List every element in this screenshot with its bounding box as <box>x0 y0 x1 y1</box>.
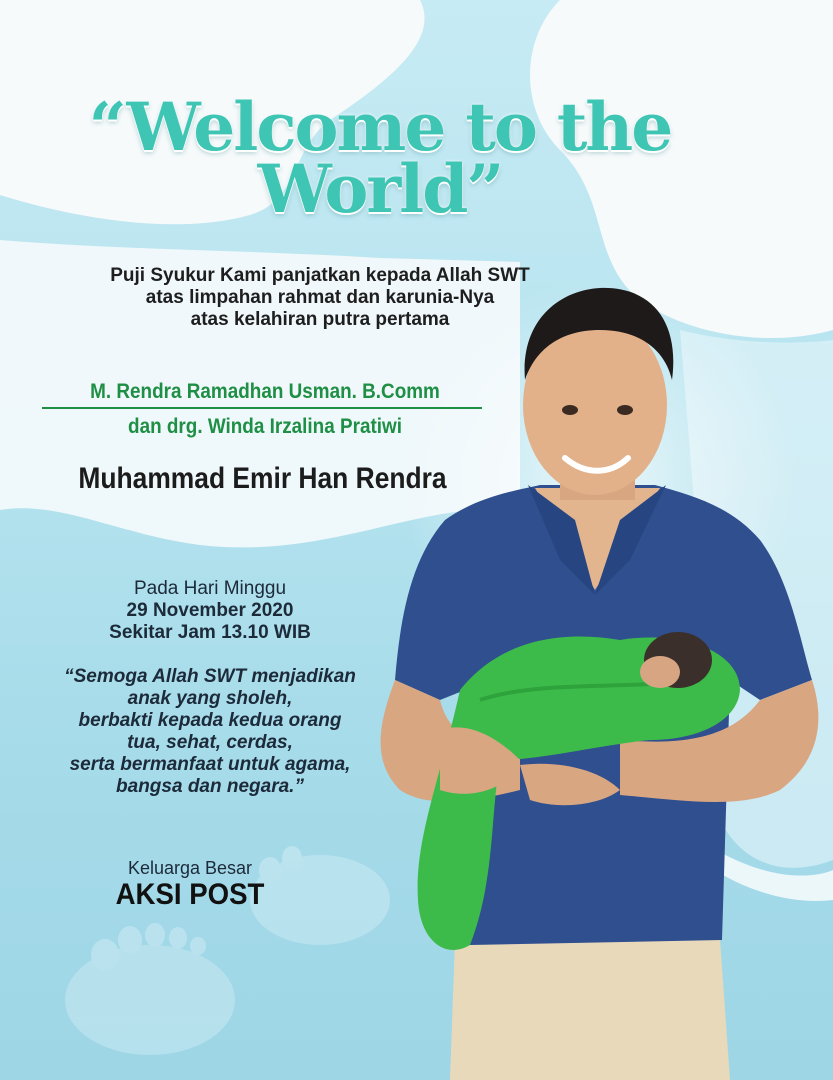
birth-time: Sekitar Jam 13.10 WIB <box>109 622 311 643</box>
prayer-line: anak yang sholeh, <box>127 688 293 709</box>
mother-name: dan drg. Winda Irzalina Pratiwi <box>128 415 402 438</box>
prayer-line: berbakti kepada kedua orang <box>78 710 342 731</box>
gratitude-line: Puji Syukur Kami panjatkan kepada Allah SWT <box>110 265 530 286</box>
father-name: M. Rendra Ramadhan Usman. B.Comm <box>90 380 440 403</box>
gratitude-text <box>40 265 600 331</box>
headline-line-2: World” <box>257 150 503 228</box>
birth-day: Pada Hari Minggu <box>133 578 287 599</box>
birth-date: 29 November 2020 <box>126 600 294 621</box>
prayer-line: bangsa dan negara.” <box>116 776 304 797</box>
prayer-line: “Semoga Allah SWT menjadikan <box>64 666 356 687</box>
gratitude-line: atas kelahiran putra pertama <box>190 309 450 330</box>
prayer-text <box>20 666 400 798</box>
organization-name: AKSI POST <box>115 878 265 911</box>
gratitude-line: atas limpahan rahmat dan karunia-Nya <box>145 287 495 308</box>
headline-line-1: “Welcome to the <box>88 88 672 166</box>
baby-name: Muhammad Emir Han Rendra <box>78 462 447 495</box>
parents-divider <box>42 407 482 409</box>
prayer-line: tua, sehat, cerdas, <box>127 732 293 753</box>
family-label: Keluarga Besar <box>127 858 253 878</box>
prayer-line: serta bermanfaat untuk agama, <box>69 754 351 775</box>
